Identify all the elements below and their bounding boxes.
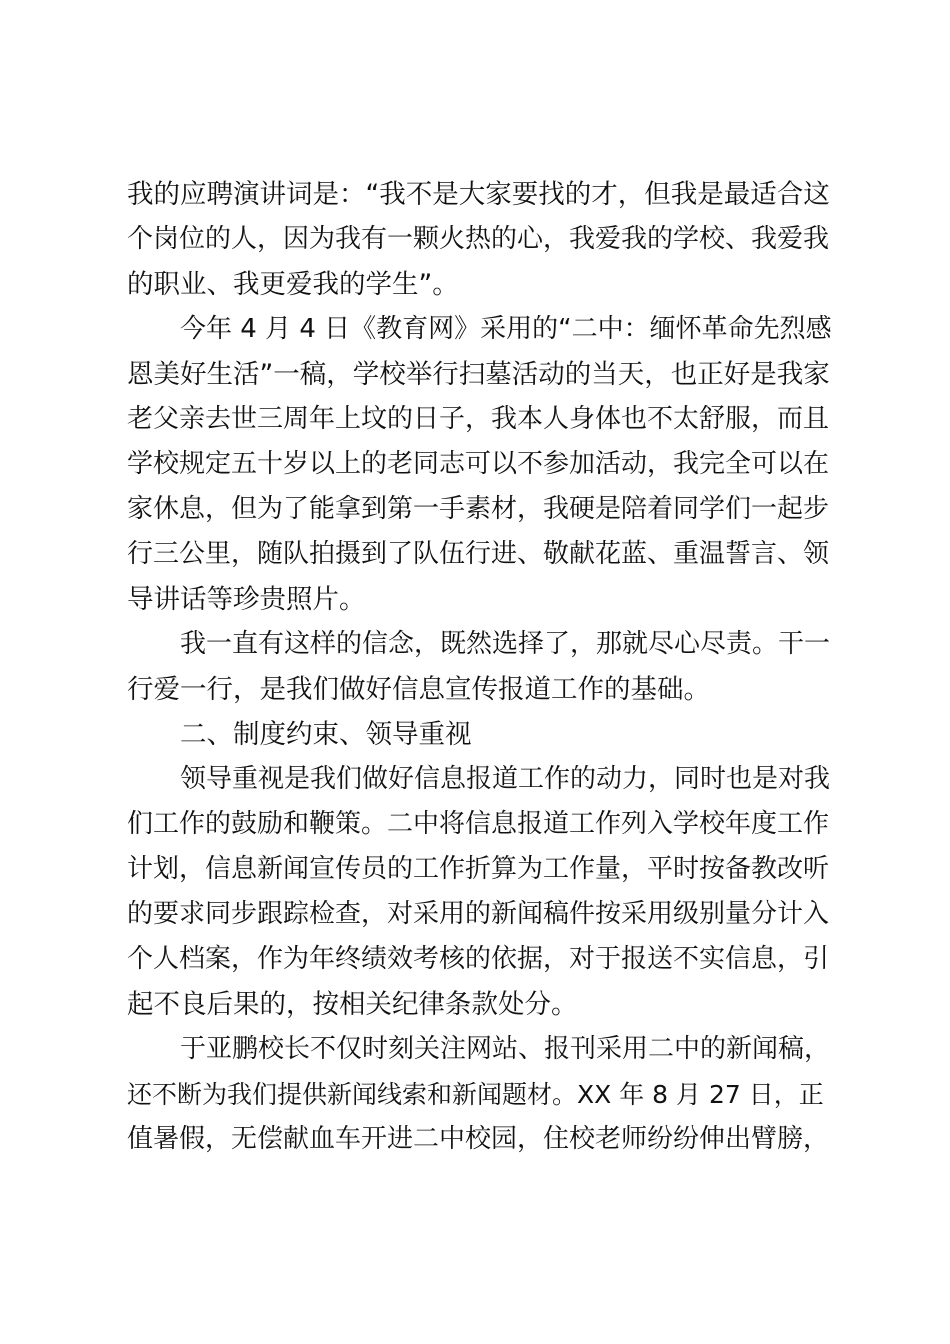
text-line: 还不断为我们提供新闻线索和新闻题材。XX 年 8 月 27 日，正 <box>127 1080 824 1109</box>
document-body <box>127 172 837 1162</box>
text-line: 今年 4 月 4 日《教育网》采用的“二中：缅怀革命先烈感 <box>180 314 832 344</box>
text-line: 的要求同步跟踪检查，对采用的新闻稿件按采用级别量分计入 <box>127 899 830 929</box>
text-line: 导讲话等珍贵照片。 <box>127 584 366 615</box>
text-line: 家休息，但为了能拿到第一手素材，我硬是陪着同学们一起步 <box>127 494 830 524</box>
text-line: 我的应聘演讲词是：“我不是大家要找的才，但我是最适合这 <box>127 179 830 210</box>
text-line: 计划，信息新闻宣传员的工作折算为工作量，平时按备教改听 <box>127 854 830 884</box>
text-line: 值暑假，无偿献血车开进二中校园，住校老师纷纷伸出臂膀， <box>127 1124 830 1154</box>
text-line: 二、制度约束、领导重视 <box>180 719 472 750</box>
text-line: 们工作的鼓励和鞭策。二中将信息报道工作列入学校年度工作 <box>127 809 830 839</box>
text-line: 我一直有这样的信念，既然选择了，那就尽心尽责。干一 <box>180 629 831 659</box>
text-line: 行三公里，随队拍摄到了队伍行进、敬献花蓝、重温誓言、领 <box>127 539 830 569</box>
text-line: 个人档案，作为年终绩效考核的依据，对于报送不实信息，引 <box>127 944 830 974</box>
text-line: 学校规定五十岁以上的老同志可以不参加活动，我完全可以在 <box>127 449 830 479</box>
text-line: 于亚鹏校长不仅时刻关注网站、报刊采用二中的新闻稿， <box>180 1034 831 1064</box>
text-line: 领导重视是我们做好信息报道工作的动力，同时也是对我 <box>180 764 831 794</box>
text-line: 行爱一行，是我们做好信息宣传报道工作的基础。 <box>127 674 710 705</box>
text-line: 起不良后果的，按相关纪律条款处分。 <box>127 989 578 1020</box>
text-line: 的职业、我更爱我的学生”。 <box>127 269 459 300</box>
text-line: 恩美好生活”一稿，学校举行扫墓活动的当天，也正好是我家 <box>127 359 830 390</box>
text-line: 个岗位的人，因为我有一颗火热的心，我爱我的学校、我爱我 <box>127 224 830 254</box>
text-line: 老父亲去世三周年上坟的日子，我本人身体也不太舒服，而且 <box>127 404 830 434</box>
